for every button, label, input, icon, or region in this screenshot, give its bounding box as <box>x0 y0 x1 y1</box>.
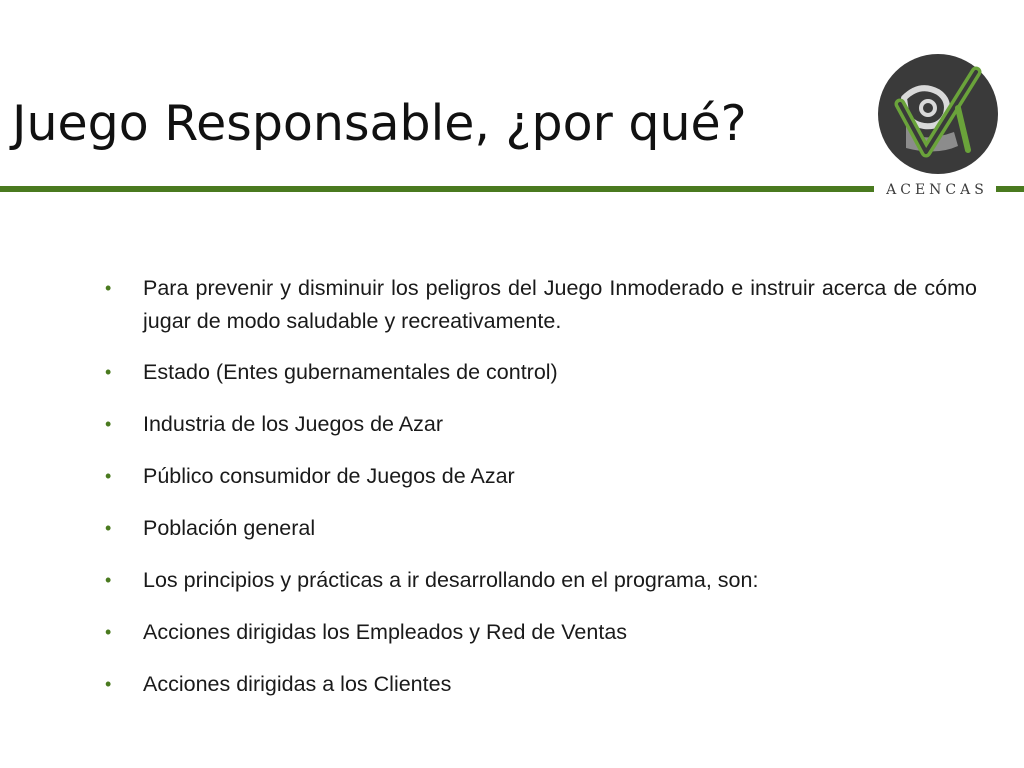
bullet-marker: • <box>105 518 112 538</box>
bullet-text: Acciones dirigidas a los Clientes <box>143 672 452 696</box>
bullet-text: Los principios y prácticas a ir desarrollando en el programa, son: <box>143 568 759 592</box>
bullet-text: Población general <box>143 516 316 540</box>
bullet-item <box>105 564 977 597</box>
logo-wordmark: ACENCAS <box>886 182 988 198</box>
bullet-text: Público consumidor de Juegos de Azar <box>143 464 515 488</box>
slide-title: Juego Responsable, ¿por qué? <box>12 95 747 152</box>
bullet-marker: • <box>105 570 112 590</box>
title-divider-left <box>0 186 874 192</box>
acencas-logo <box>872 52 1002 202</box>
bullet-item <box>105 668 977 701</box>
bullet-text: Para prevenir y disminuir los peligros del Juego Inmoderado e instruir acerca de cómo jugar de modo saludable y recreativamente. <box>143 276 977 333</box>
bullet-marker: • <box>105 362 112 382</box>
bullet-text: Industria de los Juegos de Azar <box>143 412 443 436</box>
bullet-marker: • <box>105 414 112 434</box>
bullet-item <box>105 408 977 441</box>
bullet-marker: • <box>105 674 112 694</box>
bullet-marker: • <box>105 622 112 642</box>
check-circle-logo-icon <box>876 52 1000 176</box>
bullet-item <box>105 616 977 649</box>
bullet-item <box>105 460 977 493</box>
bullet-item <box>105 512 977 545</box>
bullet-item <box>105 272 977 338</box>
bullet-item <box>105 356 977 389</box>
bullet-marker: • <box>105 466 112 486</box>
bullet-text: Estado (Entes gubernamentales de control) <box>143 360 558 384</box>
bullet-marker: • <box>105 278 112 298</box>
bullet-text: Acciones dirigidas los Empleados y Red de Ventas <box>143 620 628 644</box>
bullet-list <box>105 272 977 720</box>
